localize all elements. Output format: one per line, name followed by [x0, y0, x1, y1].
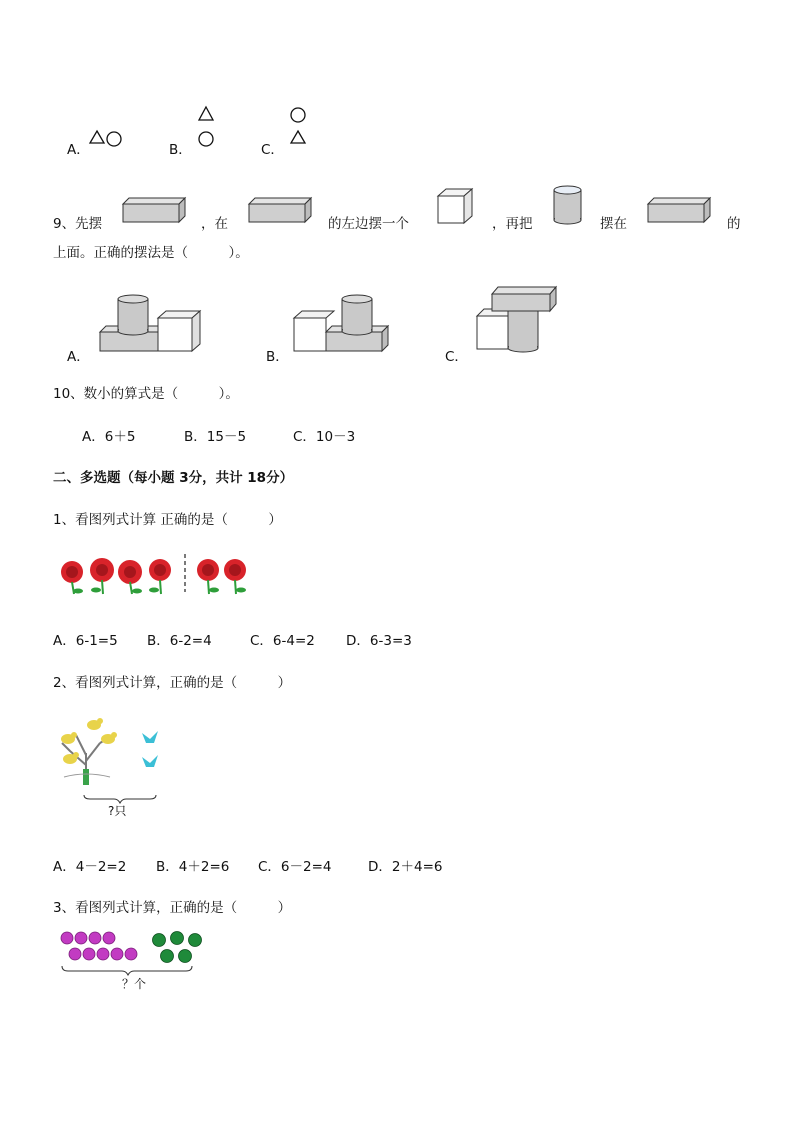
q10-option-a: A．6＋5 — [82, 429, 136, 445]
mq3-stem: 3、看图列式计算，正确的是（ ） — [53, 900, 292, 916]
ball-icon — [83, 948, 95, 960]
bird-icon — [61, 732, 77, 744]
bird-icon — [63, 752, 79, 764]
mq2-option-c: C．6－2=4 — [258, 859, 332, 875]
mq1-option-b: B．6-2=4 — [147, 633, 212, 649]
circle-icon — [107, 132, 121, 146]
q9-option-b-letter: B． — [266, 349, 289, 365]
q9-option-a-figure — [98, 292, 206, 354]
mq3-balls-figure — [58, 928, 208, 980]
ball-icon — [153, 934, 166, 947]
q8-option-b-shapes — [194, 104, 218, 150]
ball-icon — [89, 932, 101, 944]
q9-text-5: 摆在 — [600, 216, 627, 232]
q9-text-4: ，再把 — [492, 216, 533, 232]
mq1-option-c: C．6-4=2 — [250, 633, 315, 649]
q9-cylinder-figure — [551, 184, 585, 226]
q9-cube-figure — [434, 186, 476, 228]
q10-option-b: B．15－5 — [184, 429, 247, 445]
mq2-option-a: A．4－2=2 — [53, 859, 127, 875]
flower-icon — [224, 559, 246, 594]
ball-icon — [111, 948, 123, 960]
mq2-birds-figure — [54, 713, 166, 805]
q10-stem: 10、数小的算式是（ ）。 — [53, 386, 239, 402]
q9-option-a-letter: A． — [67, 349, 90, 365]
flower-icon — [149, 559, 171, 594]
mq2-brace-label: ?只 — [108, 804, 127, 818]
ball-icon — [179, 950, 192, 963]
q8-option-a-letter: A． — [67, 142, 90, 158]
ball-icon — [103, 932, 115, 944]
q8-option-c-shapes — [286, 104, 310, 148]
flower-icon — [61, 561, 83, 594]
q9-text-1: 9、先摆 — [53, 216, 103, 232]
q9-cuboid-figure-1 — [121, 196, 187, 224]
circle-icon — [199, 132, 213, 146]
mq1-option-d: D．6-3=3 — [346, 633, 412, 649]
q9-line-2: 上面。正确的摆法是（ ）。 — [53, 245, 249, 261]
q9-option-c-figure — [474, 282, 564, 354]
section-2-title: 二、多选题（每小题 3分，共计 18分） — [53, 470, 294, 486]
ball-icon — [125, 948, 137, 960]
q9-option-b-figure — [292, 292, 394, 354]
bird-icon — [142, 731, 158, 743]
ball-icon — [171, 932, 184, 945]
mq2-stem: 2、看图列式计算，正确的是（ ） — [53, 675, 292, 691]
mq1-stem: 1、看图列式计算 正确的是（ ） — [53, 512, 282, 528]
circle-icon — [291, 108, 305, 122]
bird-icon — [142, 755, 158, 767]
ball-icon — [61, 932, 73, 944]
triangle-icon — [291, 131, 305, 143]
q9-cuboid-figure-2 — [247, 196, 313, 224]
q8-option-c-letter: C． — [261, 142, 284, 158]
mq1-flowers-figure — [52, 552, 258, 598]
ball-icon — [161, 950, 174, 963]
flower-icon — [197, 559, 219, 594]
triangle-icon — [199, 107, 213, 120]
q9-text-6: 的 — [727, 216, 741, 232]
triangle-icon — [90, 131, 104, 143]
q9-text-3: 的左边摆一个 — [328, 216, 409, 232]
bird-icon — [87, 718, 103, 730]
ball-icon — [97, 948, 109, 960]
flower-icon — [118, 560, 142, 594]
q9-option-c-letter: C． — [445, 349, 468, 365]
ball-icon — [75, 932, 87, 944]
q10-option-c: C．10－3 — [293, 429, 356, 445]
q8-option-a-shapes — [88, 128, 124, 150]
mq1-option-a: A．6-1=5 — [53, 633, 118, 649]
mq2-option-b: B．4＋2=6 — [156, 859, 230, 875]
flower-icon — [90, 558, 114, 594]
ball-icon — [69, 948, 81, 960]
mq2-option-d: D．2＋4=6 — [368, 859, 443, 875]
ball-icon — [189, 934, 202, 947]
q9-cuboid-figure-3 — [646, 196, 712, 224]
bird-icon — [101, 732, 117, 744]
brace — [62, 966, 192, 975]
q8-option-b-letter: B． — [169, 142, 192, 158]
q9-text-2: ，在 — [201, 216, 228, 232]
mq3-brace-label: ？个 — [122, 977, 147, 991]
